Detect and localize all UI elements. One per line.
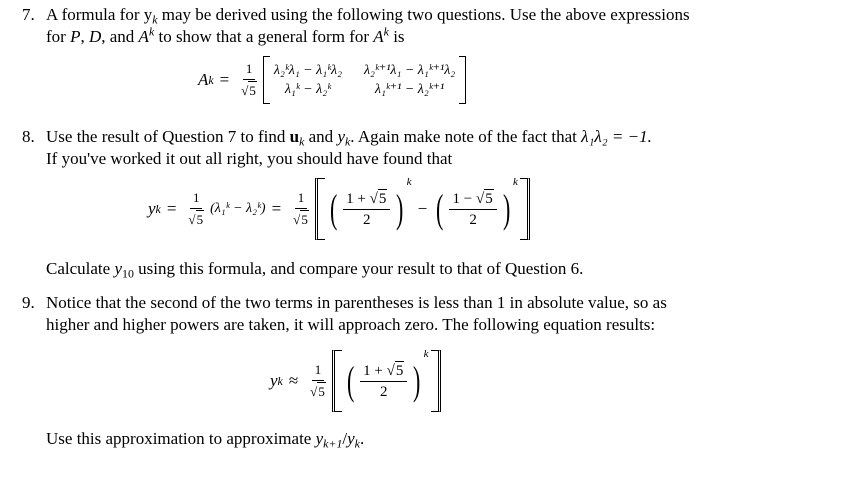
math-var: A <box>373 27 384 46</box>
sqrt-icon: √ <box>310 384 318 399</box>
fraction-numerator <box>449 189 496 210</box>
radicand: 5 <box>301 212 308 227</box>
math-var: A <box>138 27 149 46</box>
text-run: Calculate <box>46 259 115 278</box>
math-expression: (λ₁ᵏ − λ₂ᵏ) <box>210 201 266 216</box>
radicand: 5 <box>378 191 387 207</box>
question-8-follow-up <box>46 258 736 280</box>
matrix-cell: λ₁ᵏ⁺¹ − λ₂ᵏ⁺¹ <box>374 82 445 97</box>
fraction <box>343 189 390 229</box>
math-var: y <box>337 127 345 146</box>
fraction-numerator <box>360 361 407 382</box>
question-8 <box>22 126 712 170</box>
subscript: 10 <box>122 266 134 281</box>
question-number: 9. <box>22 293 35 312</box>
exponent: k <box>513 176 518 188</box>
math-var: y <box>347 429 355 448</box>
left-bracket <box>263 56 270 104</box>
text-run: / <box>342 429 348 448</box>
right-bracket <box>520 178 530 240</box>
left-paren: ( <box>346 358 355 403</box>
math-var: y <box>270 371 278 390</box>
math-var: A <box>198 70 209 89</box>
left-bracket <box>332 350 342 412</box>
fraction-numerator: 1 <box>312 361 325 381</box>
fraction-denominator: 2 <box>362 212 371 228</box>
fraction-numerator <box>343 189 390 210</box>
sqrt-icon: √ <box>241 83 249 98</box>
subscript: k+1 <box>323 436 343 451</box>
fraction <box>360 361 407 401</box>
question-7 <box>22 4 712 48</box>
subscript: k <box>152 12 158 27</box>
equals-sign: = <box>219 70 230 89</box>
equals-sign: = <box>166 199 177 218</box>
math-var: y <box>114 259 122 278</box>
text-run: . <box>359 429 365 448</box>
text-run: Use the result of Question 7 to find <box>46 127 290 146</box>
question-7-text <box>46 4 712 48</box>
fraction-denominator <box>238 80 260 100</box>
question-8-line-1 <box>46 126 712 148</box>
text-run: 1 + <box>363 363 387 379</box>
text-run: and <box>304 127 338 146</box>
question-9-follow-up <box>46 428 736 450</box>
radicand: 5 <box>485 191 493 207</box>
radicand: 5 <box>395 363 404 379</box>
question-9-line-2: higher and higher powers are taken, it will approach zero. The following equation results: <box>46 315 656 334</box>
superscript: k <box>148 24 155 39</box>
question-7-line-2 <box>46 26 712 48</box>
math-var: P <box>70 27 81 46</box>
math-var: y <box>148 199 156 218</box>
right-bracket <box>431 350 441 412</box>
fraction-numerator: 1 <box>190 189 203 209</box>
right-paren: ) <box>396 186 404 231</box>
equals-sign: = <box>271 199 282 218</box>
fraction <box>307 361 329 401</box>
minus-sign: − <box>417 199 428 218</box>
math-expression: λ₁λ₂ = −1. <box>581 127 652 146</box>
text-run: may be derived using the following two questions. Use the above expressions <box>157 5 690 24</box>
question-number: 8. <box>22 127 35 146</box>
question-number: 7. <box>22 5 35 24</box>
question-8-text <box>46 126 712 170</box>
matrix-cell: λ₁ᵏ − λ₂ᵏ <box>284 81 332 97</box>
superscript: k <box>383 24 389 39</box>
fraction-numerator: 1 <box>295 189 308 209</box>
matrix <box>272 60 457 100</box>
sqrt-icon: √ <box>369 191 378 207</box>
formula-y-k: y k = 1 √ 5 (λ₁ᵏ − λ₂ᵏ) = 1 √ 5 ( 1 + √ 5 2 ) k − ( 1 − √ 5 2 ) k <box>148 178 530 240</box>
formula-y-k-approx: y k ≈ 1 √ 5 ( 1 + √ 5 2 ) k <box>270 350 441 412</box>
text-run: , and <box>101 27 139 46</box>
text-run: . Again make note of the fact that <box>350 127 582 146</box>
text-run: 1 − <box>452 191 476 207</box>
text-run: Use this approximation to approximate <box>46 429 316 448</box>
sqrt-icon: √ <box>188 212 196 227</box>
right-bracket <box>459 56 466 104</box>
subscript: k <box>354 436 360 451</box>
fraction-denominator <box>185 209 207 229</box>
left-paren: ( <box>436 186 444 231</box>
math-var: u <box>289 127 300 146</box>
approx-sign: ≈ <box>288 371 299 390</box>
question-9-line-1: Notice that the second of the two terms in parentheses is less than 1 in absolute value, so as <box>46 293 667 312</box>
radicand: 5 <box>318 384 325 399</box>
text-run: using this formula, and compare your result to that of Question 6. <box>133 259 584 278</box>
question-7-line-1 <box>46 4 712 26</box>
subscript: k <box>299 134 305 149</box>
fraction-denominator: 2 <box>469 212 477 228</box>
question-8-line-2: If you've worked it out all right, you should have found that <box>46 149 453 168</box>
right-paren: ) <box>413 358 421 403</box>
exponent: k <box>423 348 429 360</box>
left-bracket <box>315 178 325 240</box>
fraction <box>449 189 496 229</box>
fraction <box>185 189 207 229</box>
fraction-numerator: 1 <box>243 60 256 80</box>
text-run: is <box>388 27 405 46</box>
fraction <box>290 189 312 229</box>
formula-a-k: A k = 1 √ 5 λ₂ᵏλ₁ − λ₁ᵏλ₂ λ₂ᵏ⁺¹λ₁ − λ₁ᵏ⁺¹λ₂ λ₁ᵏ − λ₂ᵏ λ₁ᵏ⁺¹ − λ₂ᵏ⁺¹ <box>198 56 466 104</box>
fraction <box>238 60 260 100</box>
text-run: A formula for y <box>46 5 153 24</box>
text-run: , <box>80 27 89 46</box>
exponent: k <box>406 176 412 188</box>
matrix-cell: λ₂ᵏ⁺¹λ₁ − λ₁ᵏ⁺¹λ₂ <box>363 63 456 78</box>
text-run: 1 + <box>346 191 370 207</box>
text-run: for <box>46 27 71 46</box>
sqrt-icon: √ <box>475 191 485 207</box>
question-9 <box>22 292 712 336</box>
sqrt-icon: √ <box>386 363 395 379</box>
math-var: D <box>88 27 102 46</box>
matrix-cell: λ₂ᵏλ₁ − λ₁ᵏλ₂ <box>273 62 342 78</box>
fraction-denominator <box>307 381 329 401</box>
fraction-denominator: 2 <box>379 384 388 400</box>
left-paren: ( <box>329 186 338 231</box>
radicand: 5 <box>249 83 256 98</box>
radicand: 5 <box>196 212 204 227</box>
fraction-denominator <box>290 209 312 229</box>
sqrt-icon: √ <box>293 212 301 227</box>
math-var: y <box>315 429 324 448</box>
text-run: to show that a general form for <box>154 27 374 46</box>
question-9-text <box>46 292 712 336</box>
right-paren: ) <box>502 186 511 231</box>
subscript: k <box>344 134 351 149</box>
